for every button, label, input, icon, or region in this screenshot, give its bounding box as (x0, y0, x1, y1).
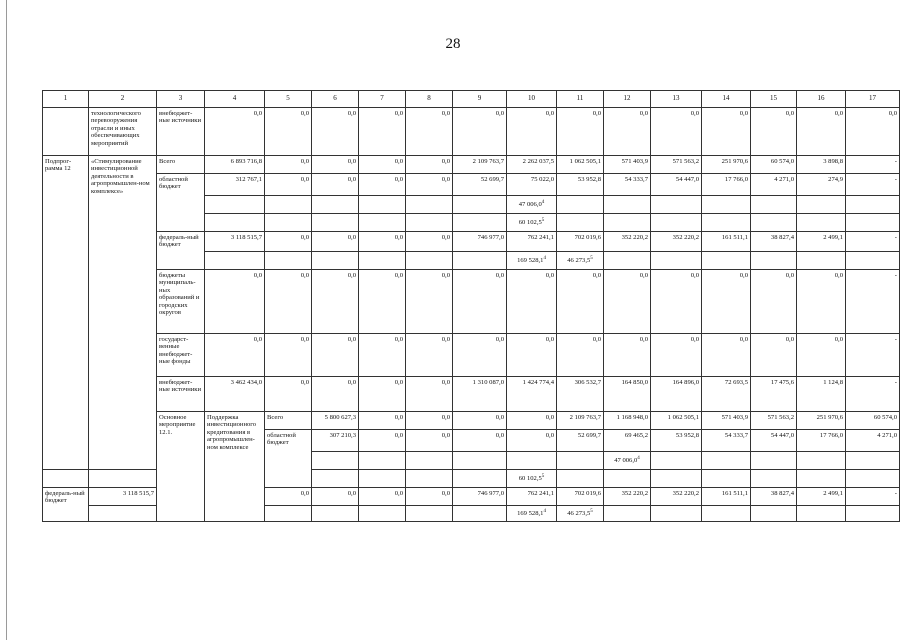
footnote-value-cell (507, 196, 557, 214)
value-cell: 54 333,7 (604, 174, 651, 196)
empty-cell (797, 506, 846, 522)
footnote-value: 169 528,1 (517, 256, 544, 264)
empty-cell (359, 196, 406, 214)
empty-cell (651, 252, 702, 270)
footnote-value-cell (604, 452, 651, 470)
sub12-municipal-row (43, 270, 900, 334)
empty-cell (205, 252, 265, 270)
value-cell: 3 898,8 (797, 156, 846, 174)
footnote-value: 46 273,5 (567, 509, 591, 517)
header-cell: 16 (797, 91, 846, 108)
footnote-mark: 4 (637, 455, 640, 461)
empty-cell (265, 252, 312, 270)
value-cell: 0,0 (406, 270, 453, 334)
empty-cell (557, 452, 604, 470)
empty-cell (604, 196, 651, 214)
value-cell: 274,9 (797, 174, 846, 196)
empty-cell (557, 214, 604, 232)
value-cell: 2 499,1 (797, 488, 846, 506)
value-cell: 0,0 (557, 108, 604, 156)
empty-cell (406, 252, 453, 270)
value-cell: 4 271,0 (846, 430, 900, 452)
empty-cell (406, 196, 453, 214)
value-cell: 0,0 (406, 232, 453, 252)
empty-cell (406, 452, 453, 470)
header-cell: 4 (205, 91, 265, 108)
value-cell: 6 893 716,8 (205, 156, 265, 174)
budget-table (42, 90, 900, 522)
value-cell: 0,0 (406, 430, 453, 452)
header-cell: 8 (406, 91, 453, 108)
footnote-value-cell (507, 506, 557, 522)
empty-cell (846, 252, 900, 270)
value-cell: 571 403,9 (604, 156, 651, 174)
value-cell: - (846, 156, 900, 174)
value-cell: 1 062 505,1 (651, 412, 702, 430)
empty-cell (751, 196, 797, 214)
empty-cell (797, 214, 846, 232)
empty-cell (846, 506, 900, 522)
value-cell: 0,0 (557, 334, 604, 377)
empty-cell (702, 506, 751, 522)
value-cell: 0,0 (359, 108, 406, 156)
empty-cell (205, 196, 265, 214)
value-cell: 17 475,6 (751, 377, 797, 412)
value-cell: 53 952,8 (557, 174, 604, 196)
empty-cell (406, 470, 453, 488)
empty-cell (43, 108, 89, 156)
value-cell: 702 019,6 (557, 232, 604, 252)
empty-cell (751, 452, 797, 470)
value-cell: 0,0 (557, 270, 604, 334)
header-cell: 17 (846, 91, 900, 108)
value-cell: 0,0 (507, 412, 557, 430)
value-cell: 251 970,6 (797, 412, 846, 430)
empty-cell (312, 506, 359, 522)
value-cell: 0,0 (507, 108, 557, 156)
footnote-value-cell (507, 252, 557, 270)
subprogram-label: Подпрог-рамма 12 (43, 156, 89, 470)
value-cell: - (846, 270, 900, 334)
header-cell: 11 (557, 91, 604, 108)
value-cell: 746 977,0 (453, 232, 507, 252)
value-cell: 0,0 (702, 270, 751, 334)
empty-cell (507, 452, 557, 470)
empty-cell (312, 214, 359, 232)
subprogram-title: «Стимулирование инвестиционной деятельности в агропромышлен-ном комплексе» (89, 156, 157, 470)
value-cell: 0,0 (359, 488, 406, 506)
footnote-value-cell (557, 252, 604, 270)
value-cell: 0,0 (751, 270, 797, 334)
empty-cell (453, 506, 507, 522)
empty-cell (43, 470, 89, 488)
footnote-value-cell (507, 470, 557, 488)
empty-cell (651, 214, 702, 232)
footnote-mark: 5 (590, 508, 593, 514)
value-cell: 60 574,0 (846, 412, 900, 430)
value-cell: 352 220,2 (604, 488, 651, 506)
value-cell: 0,0 (604, 334, 651, 377)
value-cell: 0,0 (265, 108, 312, 156)
empty-cell (557, 196, 604, 214)
header-cell: 6 (312, 91, 359, 108)
value-cell: 0,0 (604, 108, 651, 156)
empty-cell (312, 470, 359, 488)
value-cell: 306 532,7 (557, 377, 604, 412)
value-cell: 0,0 (751, 334, 797, 377)
empty-cell (651, 470, 702, 488)
source-label: внебюджет-ные источники (157, 377, 205, 412)
footnote-value: 47 006,0 (614, 456, 638, 464)
value-cell: 17 766,0 (797, 430, 846, 452)
source-label: государст-венные внебюджет-ные фонды (157, 334, 205, 377)
empty-cell (702, 470, 751, 488)
page-edge-rule (6, 0, 7, 640)
value-cell: 0,0 (406, 174, 453, 196)
value-cell: 0,0 (702, 334, 751, 377)
value-cell: 0,0 (453, 334, 507, 377)
value-cell: 571 563,2 (651, 156, 702, 174)
value-cell: 0,0 (312, 488, 359, 506)
value-cell: 352 220,2 (604, 232, 651, 252)
value-cell: 72 693,5 (702, 377, 751, 412)
footnote-value-cell (557, 506, 604, 522)
value-cell: 0,0 (205, 108, 265, 156)
source-label: федераль-ный бюджет (157, 232, 205, 270)
sub12-extra-row (43, 377, 900, 412)
empty-cell (453, 196, 507, 214)
sub12-regional-row (43, 174, 900, 196)
value-cell: 52 699,7 (557, 430, 604, 452)
header-cell: 1 (43, 91, 89, 108)
value-cell: 3 118 515,7 (89, 488, 157, 506)
empty-cell (751, 214, 797, 232)
empty-cell (702, 196, 751, 214)
value-cell: 352 220,2 (651, 488, 702, 506)
value-cell: 2 109 763,7 (453, 156, 507, 174)
empty-cell (312, 252, 359, 270)
empty-cell (846, 452, 900, 470)
empty-cell (604, 214, 651, 232)
empty-cell (312, 196, 359, 214)
header-cell: 2 (89, 91, 157, 108)
carry-title: технологического перевооружения отрасли и иных обеспечивающих мероприятий (89, 108, 157, 156)
value-cell: - (846, 488, 900, 506)
value-cell: 0,0 (651, 334, 702, 377)
empty-cell (359, 252, 406, 270)
footnote-value: 60 102,5 (518, 218, 542, 226)
value-cell: 571 563,2 (751, 412, 797, 430)
value-cell: 1 168 948,0 (604, 412, 651, 430)
empty-cell (651, 196, 702, 214)
value-cell: 307 210,3 (312, 430, 359, 452)
sub12-total-row (43, 156, 900, 174)
header-cell: 15 (751, 91, 797, 108)
empty-cell (702, 214, 751, 232)
value-cell: 312 767,1 (205, 174, 265, 196)
empty-cell (702, 252, 751, 270)
footnote-mark: 5 (541, 473, 545, 479)
source-label: областной бюджет (157, 174, 205, 232)
value-cell: 0,0 (406, 156, 453, 174)
value-cell: 1 310 087,0 (453, 377, 507, 412)
value-cell: 0,0 (359, 174, 406, 196)
empty-cell (359, 506, 406, 522)
header-cell: 12 (604, 91, 651, 108)
page-number: 28 (445, 36, 461, 52)
value-cell: 0,0 (265, 377, 312, 412)
footnote-mark: 5 (541, 217, 545, 223)
empty-cell (453, 214, 507, 232)
value-cell: 746 977,0 (453, 488, 507, 506)
header-cell: 14 (702, 91, 751, 108)
value-cell: 0,0 (507, 334, 557, 377)
value-cell: - (846, 377, 900, 412)
value-cell: 53 952,8 (651, 430, 702, 452)
value-cell: 0,0 (846, 108, 900, 156)
value-cell: 1 424 774,4 (507, 377, 557, 412)
empty-cell (604, 252, 651, 270)
value-cell: 0,0 (312, 232, 359, 252)
empty-cell (846, 470, 900, 488)
value-cell: 0,0 (406, 412, 453, 430)
value-cell: 5 800 627,3 (312, 412, 359, 430)
value-cell: 0,0 (453, 108, 507, 156)
event121-total-row (43, 412, 900, 430)
carry-row (43, 108, 900, 156)
empty-cell (751, 252, 797, 270)
value-cell: 2 262 037,5 (507, 156, 557, 174)
value-cell: 0,0 (312, 156, 359, 174)
value-cell: 702 019,6 (557, 488, 604, 506)
value-cell: 0,0 (312, 108, 359, 156)
value-cell: 0,0 (265, 174, 312, 196)
value-cell: 0,0 (406, 488, 453, 506)
source-label: Всего (157, 156, 205, 174)
value-cell: 38 827,4 (751, 488, 797, 506)
empty-cell (604, 470, 651, 488)
event-title: Поддержка инвестиционного кредитования в агропромышлен-ном комплексе (205, 412, 265, 522)
value-cell: 0,0 (507, 270, 557, 334)
value-cell: 0,0 (453, 270, 507, 334)
empty-cell (557, 470, 604, 488)
empty-cell (604, 506, 651, 522)
footnote-value: 169 528,1 (517, 509, 544, 517)
empty-cell (751, 506, 797, 522)
value-cell: - (846, 334, 900, 377)
value-cell: 0,0 (265, 334, 312, 377)
value-cell: 0,0 (312, 270, 359, 334)
empty-cell (651, 452, 702, 470)
empty-cell (797, 470, 846, 488)
sub12-state-funds-row (43, 334, 900, 377)
header-row (43, 91, 900, 108)
empty-cell (359, 214, 406, 232)
value-cell: 0,0 (453, 412, 507, 430)
value-cell: 0,0 (312, 334, 359, 377)
value-cell: 0,0 (359, 412, 406, 430)
value-cell: 762 241,1 (507, 488, 557, 506)
value-cell: 0,0 (797, 334, 846, 377)
footnote-mark: 4 (543, 255, 546, 261)
value-cell: 0,0 (312, 377, 359, 412)
value-cell: 0,0 (265, 156, 312, 174)
empty-cell (359, 470, 406, 488)
source-label: областной бюджет (265, 430, 312, 488)
source-label: бюджеты муниципаль-ных образований и городских округов (157, 270, 205, 334)
value-cell: 17 766,0 (702, 174, 751, 196)
value-cell: 3 462 434,0 (205, 377, 265, 412)
value-cell: 762 241,1 (507, 232, 557, 252)
value-cell: 0,0 (265, 232, 312, 252)
value-cell: 2 109 763,7 (557, 412, 604, 430)
value-cell: 571 403,9 (702, 412, 751, 430)
value-cell: 4 271,0 (751, 174, 797, 196)
empty-cell (751, 470, 797, 488)
empty-cell (846, 196, 900, 214)
value-cell: 0,0 (265, 488, 312, 506)
empty-cell (406, 506, 453, 522)
empty-cell (797, 452, 846, 470)
empty-cell (453, 452, 507, 470)
empty-cell (406, 214, 453, 232)
value-cell: 52 699,7 (453, 174, 507, 196)
value-cell: 0,0 (359, 334, 406, 377)
value-cell: 0,0 (359, 156, 406, 174)
value-cell: 0,0 (604, 270, 651, 334)
footnote-value: 46 273,5 (567, 256, 591, 264)
value-cell: 0,0 (359, 377, 406, 412)
footnote-mark: 5 (590, 255, 593, 261)
value-cell: 0,0 (359, 270, 406, 334)
value-cell: 0,0 (453, 430, 507, 452)
header-cell: 7 (359, 91, 406, 108)
value-cell: 75 022,0 (507, 174, 557, 196)
value-cell: 0,0 (751, 108, 797, 156)
value-cell: 69 465,2 (604, 430, 651, 452)
value-cell: 0,0 (702, 108, 751, 156)
footnote-value-cell (507, 214, 557, 232)
empty-cell (265, 196, 312, 214)
value-cell: 2 499,1 (797, 232, 846, 252)
value-cell: 0,0 (797, 108, 846, 156)
value-cell: 0,0 (406, 108, 453, 156)
empty-cell (651, 506, 702, 522)
source-label: Всего (265, 412, 312, 430)
value-cell: 0,0 (312, 174, 359, 196)
empty-cell (205, 214, 265, 232)
value-cell: 1 062 505,1 (557, 156, 604, 174)
empty-cell (265, 506, 312, 522)
value-cell: 0,0 (205, 334, 265, 377)
empty-cell (89, 506, 157, 522)
empty-cell (846, 214, 900, 232)
value-cell: 251 970,6 (702, 156, 751, 174)
value-cell: - (846, 174, 900, 196)
empty-cell (359, 452, 406, 470)
event-label: Основное мероприятие 12.1. (157, 412, 205, 522)
empty-cell (265, 214, 312, 232)
header-cell: 5 (265, 91, 312, 108)
value-cell: 38 827,4 (751, 232, 797, 252)
value-cell: - (846, 232, 900, 252)
empty-cell (312, 452, 359, 470)
footnote-mark: 4 (543, 508, 546, 514)
empty-cell (797, 252, 846, 270)
value-cell: 164 896,0 (651, 377, 702, 412)
value-cell: 0,0 (359, 430, 406, 452)
footnote-mark: 4 (541, 199, 545, 205)
value-cell: 1 124,8 (797, 377, 846, 412)
value-cell: 0,0 (651, 108, 702, 156)
empty-cell (453, 470, 507, 488)
value-cell: 3 118 515,7 (205, 232, 265, 252)
value-cell: 0,0 (651, 270, 702, 334)
empty-cell (797, 196, 846, 214)
value-cell: 352 220,2 (651, 232, 702, 252)
source-label: внебюджет-ные источники (157, 108, 205, 156)
footnote-value: 47 006,0 (518, 200, 542, 208)
value-cell: 161 511,1 (702, 232, 751, 252)
value-cell: 54 447,0 (751, 430, 797, 452)
value-cell: 0,0 (406, 334, 453, 377)
empty-cell (89, 470, 157, 488)
header-cell: 9 (453, 91, 507, 108)
value-cell: 0,0 (359, 232, 406, 252)
value-cell: 0,0 (406, 377, 453, 412)
empty-cell (453, 252, 507, 270)
header-cell: 10 (507, 91, 557, 108)
value-cell: 54 447,0 (651, 174, 702, 196)
sub12-federal-row (43, 232, 900, 252)
value-cell: 60 574,0 (751, 156, 797, 174)
value-cell: 0,0 (507, 430, 557, 452)
value-cell: 54 333,7 (702, 430, 751, 452)
value-cell: 161 511,1 (702, 488, 751, 506)
value-cell: 0,0 (265, 270, 312, 334)
empty-cell (702, 452, 751, 470)
value-cell: 164 850,0 (604, 377, 651, 412)
footnote-value: 60 102,5 (518, 474, 542, 482)
header-cell: 3 (157, 91, 205, 108)
value-cell: 0,0 (205, 270, 265, 334)
source-label: федераль-ный бюджет (43, 488, 89, 522)
value-cell: 0,0 (797, 270, 846, 334)
header-cell: 13 (651, 91, 702, 108)
